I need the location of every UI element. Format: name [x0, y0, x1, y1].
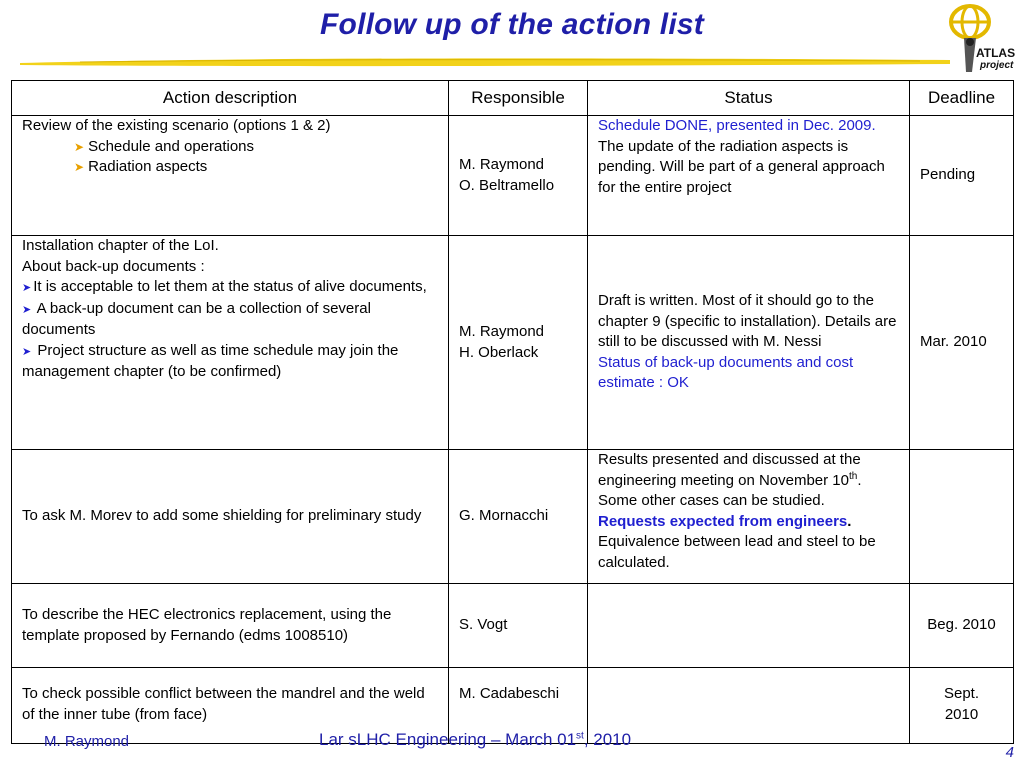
- list-item: ➤ A back-up document can be a collection of several documents: [22, 299, 371, 338]
- list-item: ➤ Project structure as well as time schedule may join the management chapter (to be confirmed): [22, 341, 399, 380]
- status-cell: [588, 668, 910, 744]
- arrow-bullet-icon: ➤: [22, 303, 32, 316]
- responsible-cell: G. Mornacchi: [449, 450, 588, 584]
- table-row: [12, 584, 1014, 668]
- footer-event: Lar sLHC Engineering – March 01st, 2010: [319, 730, 632, 749]
- footer-author: M. Raymond: [44, 733, 130, 750]
- action-list-table: [11, 80, 1014, 744]
- table-row: [12, 116, 1014, 236]
- action-description-cell: To describe the HEC electronics replacement, using the template proposed by Fernando (edms 1008510): [12, 584, 449, 668]
- header-action-description: Action description: [12, 81, 449, 116]
- arrow-bullet-icon: ➤: [74, 139, 85, 154]
- table-row: [12, 450, 1014, 584]
- arrow-bullet-icon: ➤: [22, 345, 32, 358]
- header-deadline: Deadline: [910, 81, 1014, 116]
- action-description-cell: To ask M. Morev to add some shielding for preliminary study: [12, 450, 449, 584]
- responsible-cell: M. Raymond O. Beltramello: [449, 116, 588, 236]
- deadline-cell: Mar. 2010: [910, 236, 1014, 450]
- table-header-row: [12, 81, 1014, 116]
- action-description-cell: Review of the existing scenario (options 1 & 2) ➤ Schedule and operations ➤ Radiation aspects: [12, 116, 449, 236]
- status-cell: Schedule DONE, presented in Dec. 2009. The update of the radiation aspects is pending. Will be part of a general approach for the entire project: [588, 116, 910, 236]
- status-cell: Results presented and discussed at the engineering meeting on November 10th. Some other cases can be studied. Requests expected from engineers. Equivalence between lead and steel to be calculated.: [588, 450, 910, 584]
- deadline-cell: Sept. 2010: [910, 668, 1014, 744]
- responsible-cell: M. Raymond H. Oberlack: [449, 236, 588, 450]
- responsible-cell: M. Cadabeschi: [449, 668, 588, 744]
- list-item: ➤ Radiation aspects: [74, 158, 208, 175]
- list-item: ➤ It is acceptable to let them at the status of alive documents,: [22, 278, 427, 295]
- responsible-cell: S. Vogt: [449, 584, 588, 668]
- slide-title: Follow up of the action list: [320, 8, 704, 41]
- svg-text:project: project: [980, 60, 1014, 71]
- deadline-cell: Beg. 2010: [910, 584, 1014, 668]
- status-cell: Draft is written. Most of it should go to the chapter 9 (specific to installation). Details are still to be discussed with M. Nessi Status of back-up documents and cost estimate : OK: [588, 236, 910, 450]
- action-description-cell: Installation chapter of the LoI. About back-up documents : ➤ It is acceptable to let them at the status of alive documents, ➤ A back-up document can be a collection of several documents ➤ Project structure as well as time schedule may join the management chapter (to be confirmed): [12, 236, 449, 450]
- header-responsible: Responsible: [449, 81, 588, 116]
- title-underline-stroke: [20, 56, 950, 68]
- table-row: [12, 236, 1014, 450]
- list-item: ➤ Schedule and operations: [74, 137, 255, 155]
- arrow-bullet-icon: ➤: [74, 160, 85, 174]
- action-description-cell: To check possible conflict between the mandrel and the weld of the inner tube (from face): [12, 668, 449, 744]
- page-number: 4: [1005, 744, 1014, 761]
- atlas-logo: [944, 2, 1022, 78]
- svg-text:ATLAS: ATLAS: [976, 46, 1016, 60]
- deadline-cell: Pending: [910, 116, 1014, 236]
- arrow-bullet-icon: ➤: [22, 282, 32, 294]
- deadline-cell: [910, 450, 1014, 584]
- header-status: Status: [588, 81, 910, 116]
- status-cell: [588, 584, 910, 668]
